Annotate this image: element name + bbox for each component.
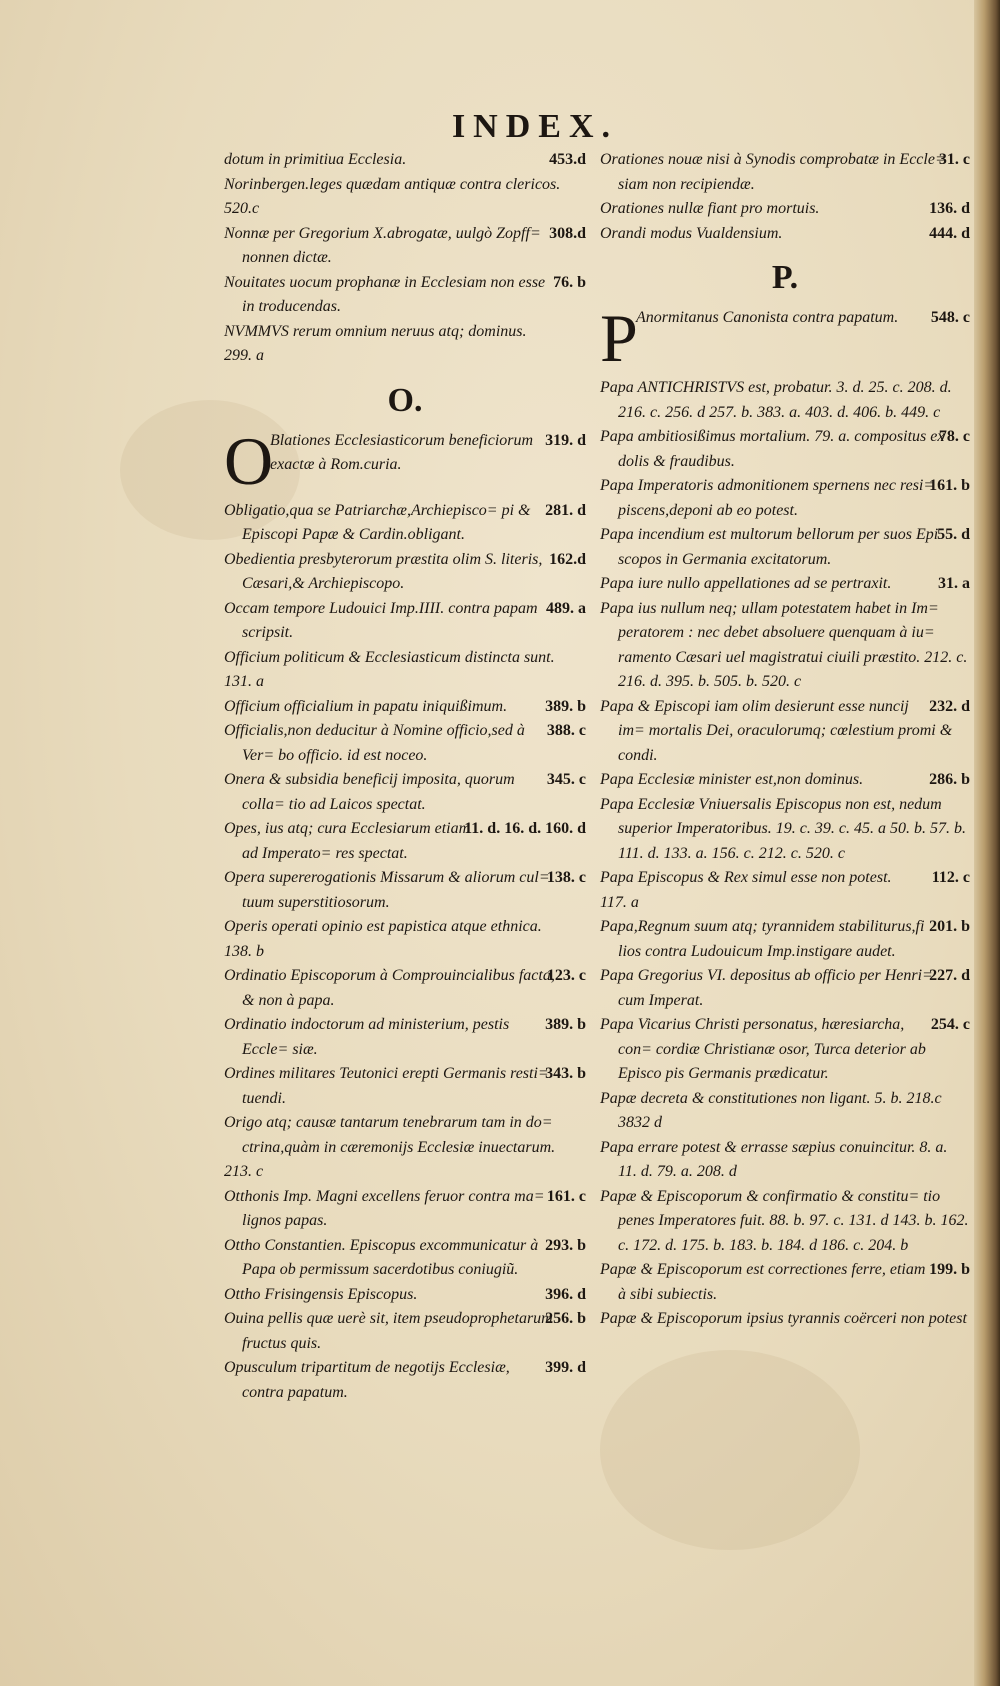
- dropcap-entry-p: [600, 300, 970, 376]
- entry-reference: 319. d: [545, 431, 586, 449]
- index-entry: [270, 429, 586, 478]
- entry-text: 117. a: [600, 893, 639, 911]
- entry-text: Orandi modus Vualdensium.: [600, 224, 783, 242]
- entry-text: 138. b: [224, 942, 264, 960]
- entry-reference: 11. d. 16. d. 160. d: [464, 820, 586, 837]
- entry-text: Papa Imperatoris admonitionem spernens nec resi= piscens,deponi ab eo potest.: [600, 477, 935, 519]
- index-entry: [600, 964, 970, 1013]
- index-entry: [600, 793, 970, 867]
- entry-reference: 396. d: [545, 1285, 586, 1303]
- index-entry: [600, 148, 970, 197]
- entry-text: Anormitanus Canonista contra papatum.: [636, 309, 899, 326]
- index-entry: [224, 768, 586, 817]
- entry-reference: 31. a: [938, 575, 970, 592]
- entry-reference: 254. c: [930, 1016, 970, 1033]
- entries-group-o-cont: [600, 148, 970, 246]
- entry-reference: 136. d: [929, 200, 970, 217]
- index-entry: [224, 197, 586, 222]
- entry-text: Officium officialium in papatu iniquißimum.: [224, 697, 508, 715]
- entry-text: Opera supererogationis Missarum & aliorum cul= tuum superstitiosorum.: [224, 869, 550, 911]
- entries-group-p: [600, 376, 970, 1332]
- entry-text: Opusculum tripartitum de negotijs Ecclesiæ, contra papatum.: [224, 1359, 510, 1401]
- entry-reference: 308.d: [549, 224, 586, 242]
- dropcap-entry-o: [224, 422, 586, 499]
- entry-text: Ottho Constantien. Episcopus excommunicatur à Papa ob permissum sacerdotibus coniugiũ.: [224, 1236, 539, 1278]
- entry-text: Papæ & Episcoporum ipsius tyrannis coërceri non potest: [600, 1310, 967, 1327]
- entry-reference: 281. d: [545, 501, 586, 519]
- entry-reference: 123. c: [546, 967, 586, 984]
- index-entry: [600, 768, 970, 793]
- section-heading-p: P.: [771, 259, 799, 296]
- dropcap-o: O: [224, 422, 274, 499]
- entry-text: Papæ & Episcoporum est correctiones ferre, etiam à sibi subiectis.: [600, 1261, 926, 1303]
- entry-text: Papa incendium est multorum bellorum per suos Epi scopos in Germania excitatorum.: [600, 526, 939, 568]
- entry-text: Papæ decreta & constitutiones non ligant. 5. b. 218.c 3832 d: [600, 1089, 942, 1131]
- entry-text: Papa & Episcopi iam olim desierunt esse nuncij im= mortalis Dei, oraculorumq; cœlestium promi & condi.: [600, 697, 953, 764]
- entry-text: Papa,Regnum suum atq; tyrannidem stabiliturus,fi lios contra Ludouicum Imp.instigare audet.: [600, 918, 925, 960]
- entry-reference: 55. d: [937, 526, 970, 543]
- right-column: [600, 148, 970, 1332]
- index-entry: [224, 695, 586, 720]
- entry-text: Blationes Ecclesiasticorum beneficiorum exactæ à Rom.curia.: [270, 431, 534, 473]
- entry-text: Papa ius nullum neq; ullam potestatem habet in Im= peratorem : nec debet absoluere quenquam à iu= ramento Cæsari uel magistratui ciuili præstito. 212. c. 216. d. 395. b. 505. b. 520. c: [600, 599, 968, 690]
- entry-text: Officialis,non deducitur à Nomine officio,sed à Ver= bo officio. id est noceo.: [224, 722, 525, 764]
- index-entry: [600, 597, 970, 695]
- index-entry: [224, 1062, 586, 1111]
- entry-reference: 388. c: [546, 722, 586, 739]
- index-entry: [600, 222, 970, 247]
- index-entry: [224, 866, 586, 915]
- entries-group-o: [224, 499, 586, 1406]
- entry-reference: 162.d: [549, 550, 586, 568]
- entry-text: Orationes nouæ nisi à Synodis comprobatæ in Eccle= siam non recipiendæ.: [600, 151, 946, 193]
- entry-reference: 293. b: [545, 1236, 586, 1254]
- entry-text: dotum in primitiua Ecclesia.: [224, 151, 407, 168]
- entry-text: Papa iure nullo appellationes ad se pertraxit.: [600, 575, 892, 592]
- index-entry: [224, 222, 586, 271]
- index-entry: [224, 940, 586, 965]
- index-entry: [224, 597, 586, 646]
- entry-reference: 138. c: [546, 869, 586, 886]
- entry-reference: 399. d: [545, 1359, 586, 1376]
- dropcap-p: P: [600, 300, 638, 376]
- index-entry: [224, 1111, 586, 1160]
- entry-reference: 78. c: [938, 428, 970, 445]
- entry-text: Papa Episcopus & Rex simul esse non potest.: [600, 869, 892, 886]
- index-entry: [600, 866, 970, 891]
- entry-text: Norinbergen.leges quædam antiquæ contra clericos.: [224, 175, 561, 193]
- left-column: [224, 148, 586, 1405]
- index-entry: [224, 719, 586, 768]
- entry-text: 520.c: [224, 200, 260, 217]
- index-entry: [224, 1307, 586, 1356]
- entry-reference: 389. b: [545, 1016, 586, 1033]
- entry-reference: 444. d: [929, 224, 970, 242]
- entry-text: Occam tempore Ludouici Imp.IIII. contra papam scripsit.: [224, 599, 538, 641]
- index-entry: [224, 344, 586, 369]
- index-entry: [600, 891, 970, 916]
- entry-text: NVMMVS rerum omnium neruus atq; dominus.: [224, 322, 527, 340]
- index-entry: [600, 572, 970, 597]
- entry-reference: 232. d: [929, 697, 970, 715]
- index-entry: [224, 499, 586, 548]
- page-header: INDEX.: [451, 108, 619, 145]
- entry-text: Papæ & Episcoporum & confirmatio & constitu= tio penes Imperatores fuit. 88. b. 97. c. 131. d 143. b. 162. c. 172. d. 175. b. 183. b. 184. d 186. c. 204. b: [600, 1187, 969, 1254]
- entry-text: Papa Vicarius Christi personatus, hæresiarcha, con= cordiæ Christianæ osor, Turca deterior ab Episco pis Germanis prædicatur.: [600, 1016, 926, 1082]
- entry-text: Otthonis Imp. Magni excellens feruor contra ma= lignos papas.: [224, 1187, 545, 1229]
- entry-text: 213. c: [224, 1163, 264, 1180]
- entry-text: Papa Ecclesiæ minister est,non dominus.: [600, 771, 864, 788]
- entry-text: Papa Ecclesiæ Vniuersalis Episcopus non est, nedum superior Imperatoribus. 19. c. 39. c. 45. a 50. b. 57. b. 111. d. 133. a. 156. c. 212. c. 520. c: [600, 795, 966, 862]
- entry-reference: 286. b: [929, 771, 970, 788]
- index-entry: [224, 148, 586, 173]
- index-entry: [600, 523, 970, 572]
- entry-reference: 227. d: [929, 967, 970, 984]
- entry-text: Ordinatio indoctorum ad ministerium, pestis Eccle= siæ.: [224, 1016, 510, 1058]
- index-entry: [636, 306, 970, 331]
- index-entry: [600, 1185, 970, 1259]
- index-entry: [600, 376, 970, 425]
- index-entry: [600, 1307, 970, 1332]
- index-entry: [224, 915, 586, 940]
- entry-text: Operis operati opinio est papistica atque ethnica.: [224, 918, 542, 935]
- entry-reference: 345. c: [546, 771, 586, 788]
- entry-reference: 548. c: [930, 309, 970, 326]
- entry-text: Papa ambitiosißimus mortalium. 79. a. compositus ex dolis & fraudibus.: [600, 428, 945, 470]
- index-entry: [224, 173, 586, 198]
- entry-reference: 161. b: [929, 477, 970, 494]
- entry-text: Ouina pellis quæ uerè sit, item pseudoprophetarum fructus quis.: [224, 1310, 553, 1352]
- index-entry: [224, 1185, 586, 1234]
- index-entry: [600, 425, 970, 474]
- entry-reference: 201. b: [929, 918, 970, 935]
- section-heading-o: O.: [387, 381, 423, 419]
- index-entry: [224, 1234, 586, 1283]
- book-spine-edge: [974, 0, 1000, 1686]
- index-entry: [224, 1160, 586, 1185]
- entry-reference: 256. b: [545, 1310, 586, 1327]
- entry-text: Ottho Frisingensis Episcopus.: [224, 1285, 418, 1303]
- entries-group-n: [224, 148, 586, 369]
- index-entry: [600, 1013, 970, 1087]
- index-entry: [224, 646, 586, 671]
- entry-text: Onera & subsidia beneficij imposita, quorum colla= tio ad Laicos spectat.: [224, 771, 515, 813]
- entry-reference: 112. c: [931, 869, 970, 886]
- index-entry: [224, 1356, 586, 1405]
- index-entry: [600, 197, 970, 222]
- entry-reference: 343. b: [545, 1065, 586, 1082]
- entry-text: Papa ANTICHRISTVS est, probatur. 3. d. 25. c. 208. d. 216. c. 256. d 257. b. 383. a. 403. d. 406. b. 449. c: [600, 379, 952, 421]
- entry-text: Orationes nullæ fiant pro mortuis.: [600, 200, 820, 217]
- entry-text: Ordinatio Episcoporum à Comprouincialibus facta, & non à papa.: [224, 967, 555, 1009]
- entry-reference: 161. c: [546, 1187, 586, 1205]
- index-entry: [224, 320, 586, 345]
- index-entry: [224, 1283, 586, 1308]
- entry-text: Nouitates uocum prophanæ in Ecclesiam non esse in troducendas.: [224, 273, 546, 315]
- entry-reference: 389. b: [545, 697, 586, 715]
- index-entry: [224, 817, 586, 866]
- paper-stain: [600, 1350, 860, 1550]
- entry-reference: 489. a: [546, 599, 586, 617]
- entry-text: Opes, ius atq; cura Ecclesiarum etiam ad Imperato= res spectat.: [224, 820, 471, 862]
- index-entry: [600, 1258, 970, 1307]
- entry-text: Obedientia presbyterorum præstita olim S. literis, Cæsari,& Archiepiscopo.: [224, 550, 543, 592]
- index-entry: [600, 915, 970, 964]
- index-entry: [224, 964, 586, 1013]
- entry-text: Papa Gregorius VI. depositus ab officio per Henri= cum Imperat.: [600, 967, 933, 1009]
- entry-text: Origo atq; causæ tantarum tenebrarum tam in do= ctrina,quàm in cæremonijs Ecclesiæ inuectarum.: [224, 1114, 556, 1156]
- index-entry: [600, 1087, 970, 1136]
- entry-reference: 199. b: [929, 1261, 970, 1278]
- entry-text: Nonnæ per Gregorium X.abrogatæ, uulgò Zopff= nonnen dictæ.: [224, 224, 541, 266]
- index-entry: [224, 548, 586, 597]
- index-entry: [600, 1136, 970, 1185]
- entry-reference: 31. c: [938, 151, 970, 168]
- index-entry: [600, 695, 970, 769]
- index-entry: [224, 271, 586, 320]
- entry-text: Obligatio,qua se Patriarchæ,Archiepisco= pi & Episcopi Papæ & Cardin.obligant.: [224, 501, 531, 543]
- entry-text: Papa errare potest & errasse sæpius conuincitur. 8. a. 11. d. 79. a. 208. d: [600, 1138, 948, 1180]
- entry-text: 299. a: [224, 347, 264, 364]
- index-entry: [600, 474, 970, 523]
- index-entry: [224, 670, 586, 695]
- index-entry: [224, 1013, 586, 1062]
- entry-text: Officium politicum & Ecclesiasticum distincta sunt.: [224, 648, 555, 666]
- entry-text: 131. a: [224, 673, 264, 690]
- entry-reference: 453.d: [549, 151, 586, 168]
- entry-reference: 76. b: [553, 273, 586, 291]
- entry-text: Ordines militares Teutonici erepti Germanis resti= tuendi.: [224, 1065, 549, 1107]
